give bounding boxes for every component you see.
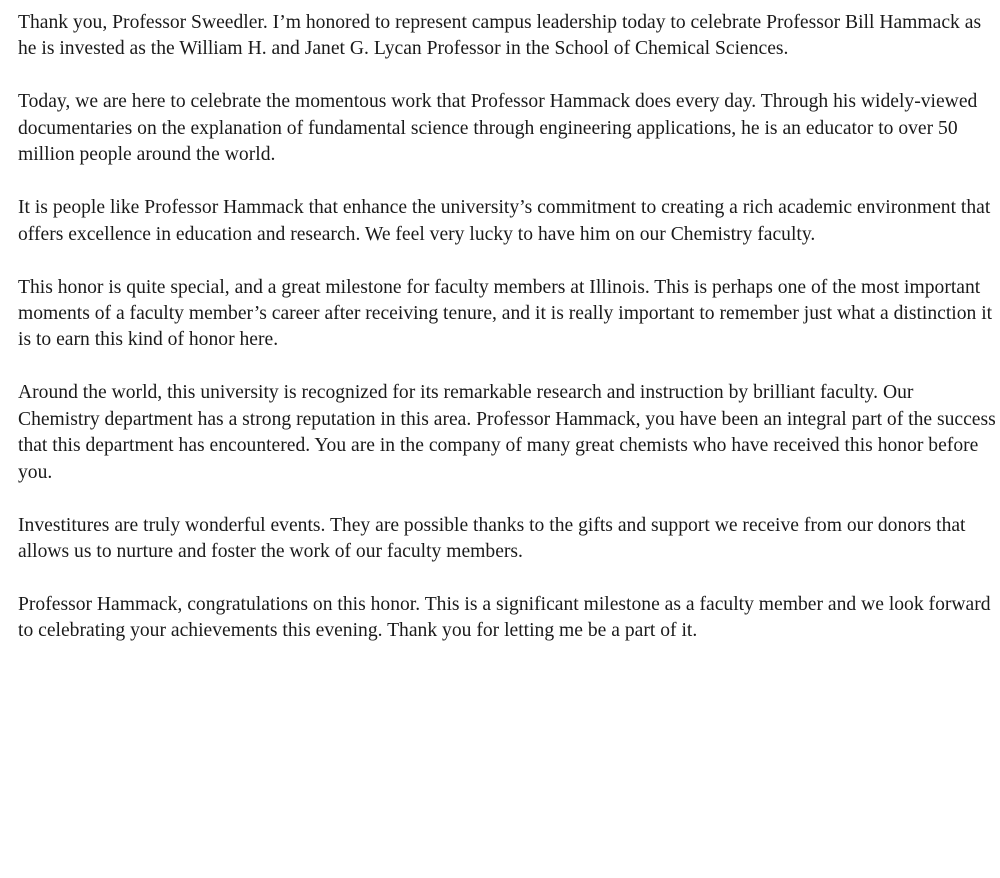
paragraph-honor-special: This honor is quite special, and a great milestone for faculty members at Illinois. This is perhaps one of the most important moments of a faculty member’s career after receiving tenure, and it is really important to remember just what a distinction it is to earn this kind of honor here. (18, 276, 993, 351)
speech-document (18, 10, 996, 645)
paragraph-congratulations: Professor Hammack, congratulations on this honor. This is a significant milestone as a faculty member and we look forward to celebrating your achievements this evening. Thank you for letting me be a part of it. (18, 594, 991, 642)
paragraph-commitment: It is people like Professor Hammack that enhance the university’s commitment to creating a rich academic environment that offers excellence in education and research. We feel very lucky to have him on our Chemistry faculty. (18, 197, 991, 245)
paragraph-investitures: Investitures are truly wonderful events. They are possible thanks to the gifts and support we receive from our donors that allows us to nurture and foster the work of our faculty members. (18, 514, 966, 563)
paragraph-around-the-world: Around the world, this university is recognized for its remarkable research and instruction by brilliant faculty. Our Chemistry department has a strong reputation in this area. Professor Hammack, you have been an integral part of the success that this department has encountered. You are in the company of many great chemists who have received this honor before you. (18, 382, 996, 483)
paragraph-momentous-work: Today, we are here to celebrate the momentous work that Professor Hammack does every day. Through his widely-viewed documentaries on the explanation of fundamental science through engineering applications, he is an educator to over 50 million people around the world. (18, 91, 978, 166)
paragraph-opening: Thank you, Professor Sweedler. I’m honored to represent campus leadership today to celebrate Professor Bill Hammack as he is invested as the William H. and Janet G. Lycan Professor in the School of Chemical Sciences. (18, 12, 982, 60)
